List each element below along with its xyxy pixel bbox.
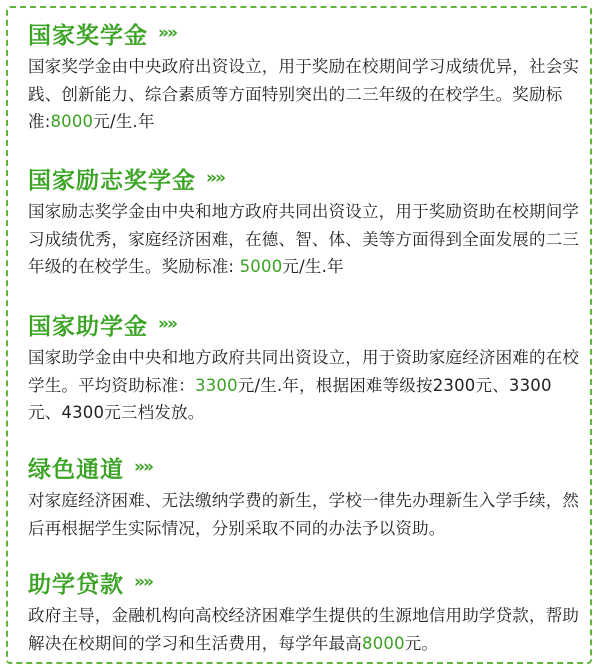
chevron-right-icon: »» <box>158 23 176 43</box>
body-text: 对家庭经济困难、无法缴纳学费的新生，学校一律先办理新生入学手续，然后再根据学生实际情况，分别采取不同的办法予以资助。 <box>28 491 580 538</box>
section-inspirational-scholarship <box>28 163 580 281</box>
section-title: 绿色通道 <box>28 456 124 483</box>
section-title: 国家助学金 <box>28 313 148 340</box>
amount-highlight: 3300 <box>195 375 238 395</box>
body-tail: 元/生.年 <box>282 257 344 276</box>
section-national-scholarship <box>28 18 580 136</box>
section-body <box>28 344 580 427</box>
section-title: 助学贷款 <box>28 571 124 598</box>
chevron-right-icon: »» <box>206 168 224 188</box>
section-heading <box>28 452 580 482</box>
chevron-right-icon: »» <box>158 314 176 334</box>
section-body <box>28 602 580 657</box>
chevron-right-icon: »» <box>134 457 152 477</box>
body-tail: 元。 <box>404 633 439 653</box>
section-heading <box>28 163 580 193</box>
chevron-right-icon: »» <box>134 572 152 592</box>
amount-highlight: 8000 <box>362 633 405 653</box>
section-body <box>28 487 580 542</box>
body-text: 国家奖学金由中央政府出资设立，用于奖励在校期间学习成绩优异，社会实践、创新能力、综合素质等方面特别突出的二三年级的在校学生。奖励标准: <box>28 57 580 131</box>
body-text: 国家助学金由中央和地方政府共同出资设立，用于资助家庭经济困难的在校学生。平均资助标准： <box>28 348 580 395</box>
section-body <box>28 198 580 281</box>
body-text: 国家励志奖学金由中央和地方政府共同出资设立，用于奖励资助在校期间学习成绩优秀，家庭经济困难，在德、智、体、美等方面得到全面发展的二三年级的在校学生。奖励标准: <box>28 202 580 276</box>
body-tail: 元/生.年，根据困难等级按2300元、3300元、4300元三档发放。 <box>28 375 552 422</box>
section-student-loan <box>28 567 580 657</box>
section-heading <box>28 18 580 48</box>
section-heading <box>28 567 580 597</box>
amount-highlight: 8000 <box>50 112 94 131</box>
section-body <box>28 53 580 136</box>
body-tail: 元/生.年 <box>93 112 155 131</box>
body-text: 政府主导，金融机构向高校经济困难学生提供的生源地信用助学贷款，帮助解决在校期间的学习和生活费用，每学年最高 <box>28 606 580 653</box>
section-title: 国家励志奖学金 <box>28 167 196 194</box>
section-national-grant <box>28 309 580 427</box>
section-green-channel <box>28 452 580 542</box>
section-heading <box>28 309 580 339</box>
amount-highlight: 5000 <box>239 257 283 276</box>
section-title: 国家奖学金 <box>28 22 148 49</box>
